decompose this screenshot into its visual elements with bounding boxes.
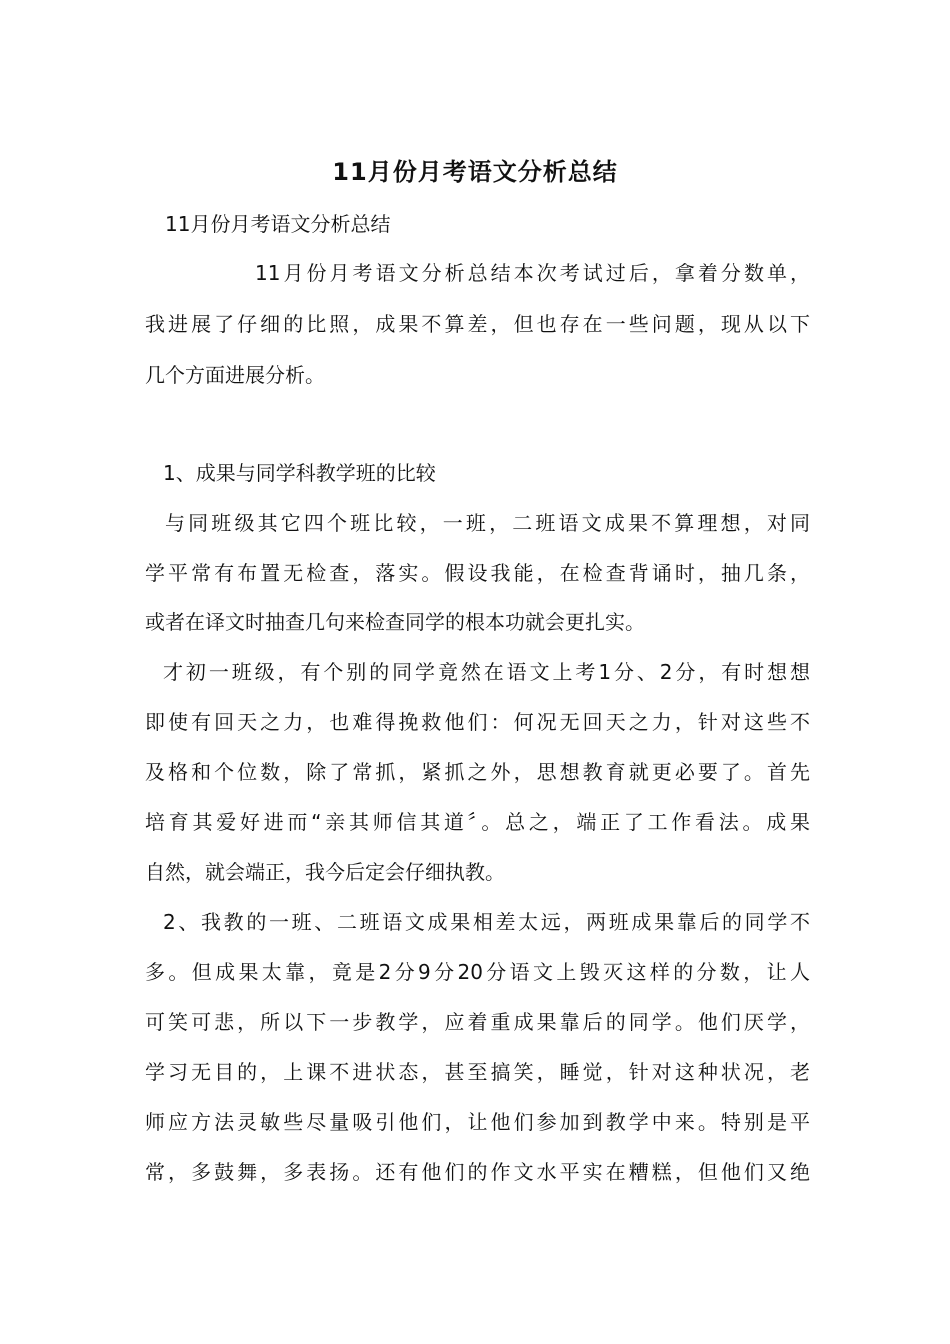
paragraph-line: 及格和个位数，除了常抓，紧抓之外，思想教育就更必要了。首先 bbox=[145, 760, 810, 784]
paragraph-line: 培育其爱好进而“亲其师信其道〞。总之，端正了工作看法。成果 bbox=[145, 810, 810, 834]
paragraph-line: 即使有回天之力，也难得挽救他们：何况无回天之力，针对这些不 bbox=[145, 710, 810, 734]
paragraph-line: 才初一班级，有个别的同学竟然在语文上考1分、2分，有时想想 bbox=[163, 660, 810, 684]
subtitle-line: 11月份月考语文分析总结 bbox=[165, 212, 391, 236]
paragraph-line: 几个方面进展分析。 bbox=[145, 363, 325, 387]
paragraph-line: 师应方法灵敏些尽量吸引他们，让他们参加到教学中来。特别是平 bbox=[145, 1110, 810, 1134]
paragraph-line: 可笑可悲，所以下一步教学，应着重成果靠后的同学。他们厌学， bbox=[145, 1010, 810, 1034]
paragraph-line: 学习无目的，上课不进状态，甚至搞笑，睡觉，针对这种状况，老 bbox=[145, 1060, 810, 1084]
paragraph-line: 学平常有布置无检查，落实。假设我能，在检查背诵时，抽几条， bbox=[145, 561, 810, 585]
paragraph-line: 自然，就会端正，我今后定会仔细执教。 bbox=[145, 860, 505, 884]
paragraph-line: 11月份月考语文分析总结本次考试过后，拿着分数单， bbox=[255, 261, 810, 285]
paragraph-line: 多。但成果太靠，竟是2分9分20分语文上毁灭这样的分数，让人 bbox=[145, 960, 810, 984]
section-heading: 1、成果与同学科教学班的比较 bbox=[163, 461, 436, 485]
paragraph-line: 常，多鼓舞，多表扬。还有他们的作文水平实在糟糕，但他们又绝 bbox=[145, 1160, 810, 1184]
paragraph-line: 与同班级其它四个班比较，一班，二班语文成果不算理想，对同 bbox=[165, 511, 810, 535]
paragraph-line: 我进展了仔细的比照，成果不算差，但也存在一些问题，现从以下 bbox=[145, 312, 810, 336]
document-title: 11月份月考语文分析总结 bbox=[332, 158, 618, 186]
paragraph-line: 或者在译文时抽查几句来检查同学的根本功就会更扎实。 bbox=[145, 610, 645, 634]
paragraph-line: 2、我教的一班、二班语文成果相差太远，两班成果靠后的同学不 bbox=[163, 910, 810, 934]
